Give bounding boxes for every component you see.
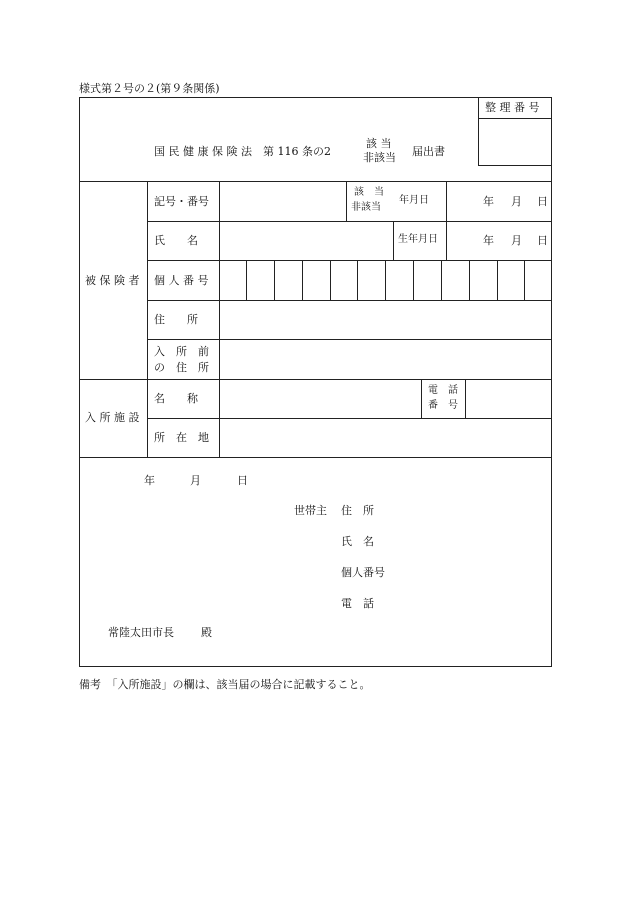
title-gaito: 該 当 [366,137,392,150]
nyusho-mae-line1: 入 所 前 [154,345,209,358]
row1-nengappi-label: 年月日 [399,195,429,206]
note: 備考 「入所施設」の欄は、該当届の場合に記載すること。 [79,678,371,691]
title-higaito: 非該当 [363,151,396,164]
denwa-line2: 番 号 [428,400,458,411]
bottom-year: 年 [144,474,155,487]
seinengappi-label: 生年月日 [398,234,438,245]
jusho-field[interactable] [220,301,551,338]
seiri-bango-divider [478,118,552,119]
bottom-kojin-bango-label: 個人番号 [341,566,385,579]
nyusho-mae-line2: の 住 所 [154,361,209,374]
kojin-bango-field[interactable] [220,261,551,299]
addressee: 常陸太田市長 [108,626,174,639]
grid-line [346,181,347,221]
bottom-month: 月 [190,474,201,487]
shozaichi-label: 所 在 地 [154,431,209,444]
seiri-bango-label: 整 理 番 号 [485,101,540,114]
shimei-label: 氏 名 [154,234,198,247]
dob-month: 月 [511,234,522,247]
shisetsu-section-label: 入 所 施 設 [85,411,140,424]
hihokensha-section-label: 被 保 険 者 [85,274,140,287]
grid-line [79,457,552,458]
meisho-field[interactable] [220,380,420,417]
grid-line [421,379,422,418]
shimei-field[interactable] [220,222,392,259]
denwa-line1: 電 話 [428,385,458,396]
row1-date-day: 日 [537,195,548,208]
form-label: 様式第２号の２(第９条関係) [79,82,220,95]
row1-date-month: 月 [511,195,522,208]
grid-line [147,181,148,457]
jusho-label: 住 所 [154,313,198,326]
tono: 殿 [201,626,212,639]
kojin-bango-label: 個 人 番 号 [154,274,209,287]
dob-year: 年 [483,234,494,247]
grid-line [393,221,394,260]
title-todokede: 届出書 [412,145,445,158]
title-main: 国 民 健 康 保 険 法 第 116 条の2 [154,145,331,158]
nyusho-mae-field[interactable] [220,340,551,378]
bottom-day: 日 [237,474,248,487]
bottom-denwa-label: 電 話 [341,597,374,610]
shozaichi-field[interactable] [220,419,551,456]
setainushi-label: 世帯主 [294,504,327,517]
bottom-jusho-label: 住 所 [341,504,374,517]
kigo-bango-label: 記号・番号 [154,195,209,208]
grid-line [446,181,447,260]
bottom-shimei-label: 氏 名 [341,535,374,548]
row1-date-year: 年 [483,195,494,208]
dob-day: 日 [537,234,548,247]
meisho-label: 名 称 [154,392,198,405]
denwa-field[interactable] [466,380,551,417]
row1-higaito: 非該当 [351,202,381,213]
row1-gaito: 該 当 [354,187,384,198]
kigo-bango-field[interactable] [220,182,345,220]
